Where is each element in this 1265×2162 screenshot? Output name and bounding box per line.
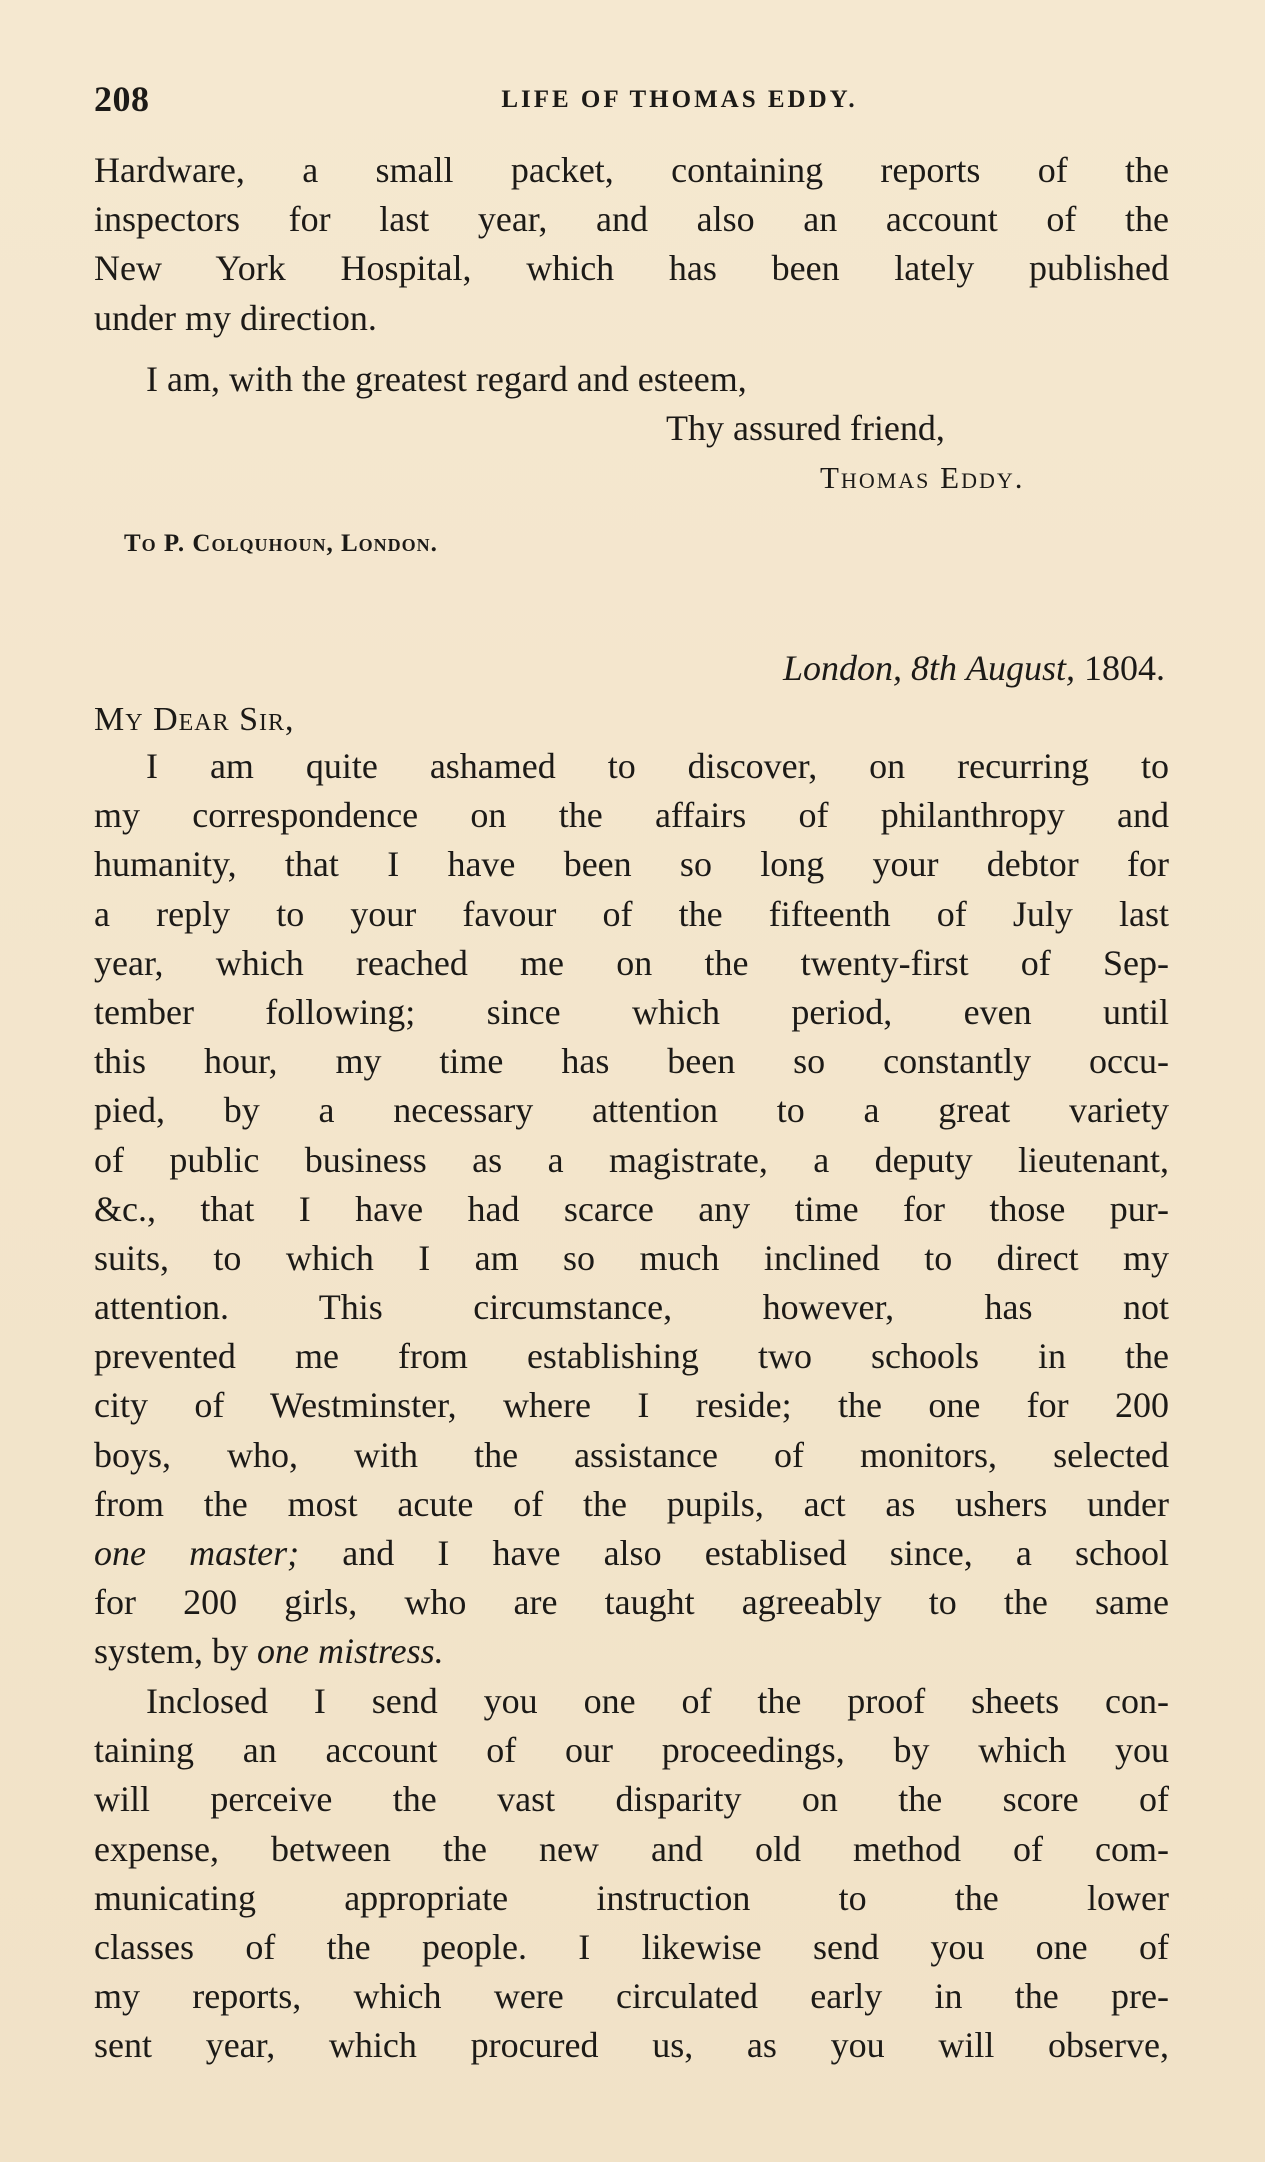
dateline-year: 1804.: [1084, 648, 1165, 688]
letter-closing: [94, 355, 1169, 502]
text-line: under my direction.: [94, 297, 377, 338]
text-line: municating appropriate instruction to the lower: [94, 1877, 1169, 1918]
italic-phrase: one mistress.: [257, 1631, 444, 1672]
text-line: humanity, that I have been so long your debtor for: [94, 844, 1169, 885]
third-paragraph: [94, 1677, 1169, 2071]
page-number: 208: [94, 79, 150, 119]
dateline-day: 8th: [910, 648, 957, 688]
dateline: [783, 647, 1165, 689]
text-line: taining an account of our proceedings, by which you: [94, 1730, 1169, 1771]
text-line: sent year, which procured us, as you will observe,: [94, 2025, 1169, 2066]
closing-friend: Thy assured friend,: [666, 408, 945, 448]
text-line: Hardware, a small packet, containing reports of the: [94, 150, 1169, 190]
signature: Thomas Eddy.: [820, 460, 1025, 495]
dateline-place: London,: [782, 648, 902, 688]
first-paragraph: [94, 146, 1169, 343]
text-line: tember following; since which period, even until: [94, 991, 1169, 1032]
text-line: from the most acute of the pupils, act as ushers under: [94, 1483, 1169, 1524]
text-line: my reports, which were circulated early in the pre-: [94, 1976, 1169, 2017]
text-line: inspectors for last year, and also an account of the: [94, 199, 1169, 240]
second-paragraph: [94, 742, 1169, 1677]
text-line: New York Hospital, which has been lately published: [94, 248, 1169, 289]
text-line: [94, 1529, 1169, 1578]
text-line: a reply to your favour of the fifteenth of July last: [94, 893, 1169, 934]
closing-line: I am, with the greatest regard and esteem,: [146, 359, 747, 399]
page-header: [94, 78, 1165, 122]
text-line: prevented me from establishing two schools in the: [94, 1336, 1169, 1377]
text-line: city of Westminster, where I reside; the one for 200: [94, 1385, 1169, 1426]
dateline-month: August,: [965, 648, 1075, 688]
text-line: I am quite ashamed to discover, on recurring to: [146, 746, 1169, 786]
text-line: boys, who, with the assistance of monitors, selected: [94, 1434, 1169, 1475]
text-line: [94, 1627, 1169, 1676]
text-line: &c., that I have had scarce any time for those pur-: [94, 1188, 1169, 1229]
text-fragment: system, by: [94, 1631, 249, 1672]
text-line: pied, by a necessary attention to a great variety: [94, 1090, 1169, 1131]
letter-address: To P. Colquhoun, London.: [124, 530, 438, 557]
salutation: My Dear Sir,: [94, 701, 295, 738]
running-head: LIFE OF THOMAS EDDY.: [501, 86, 858, 113]
text-fragment: and I have also establised since, a school: [342, 1533, 1170, 1573]
text-line: of public business as a magistrate, a deputy lieutenant,: [94, 1139, 1169, 1180]
text-line: Inclosed I send you one of the proof sheets con-: [146, 1681, 1169, 1721]
text-line: will perceive the vast disparity on the score of: [94, 1779, 1169, 1820]
text-line: my correspondence on the affairs of philanthropy and: [94, 795, 1169, 836]
text-line: for 200 girls, who are taught agreeably to the same: [94, 1582, 1169, 1623]
text-line: expense, between the new and old method of com-: [94, 1828, 1169, 1869]
text-line: year, which reached me on the twenty-first of Sep-: [94, 942, 1169, 983]
italic-phrase: one master;: [94, 1533, 300, 1573]
text-line: suits, to which I am so much inclined to direct my: [94, 1237, 1169, 1278]
text-line: this hour, my time has been so constantly occu-: [94, 1041, 1169, 1082]
text-line: classes of the people. I likewise send you one of: [94, 1926, 1169, 1967]
text-line: attention. This circumstance, however, has not: [94, 1287, 1169, 1328]
